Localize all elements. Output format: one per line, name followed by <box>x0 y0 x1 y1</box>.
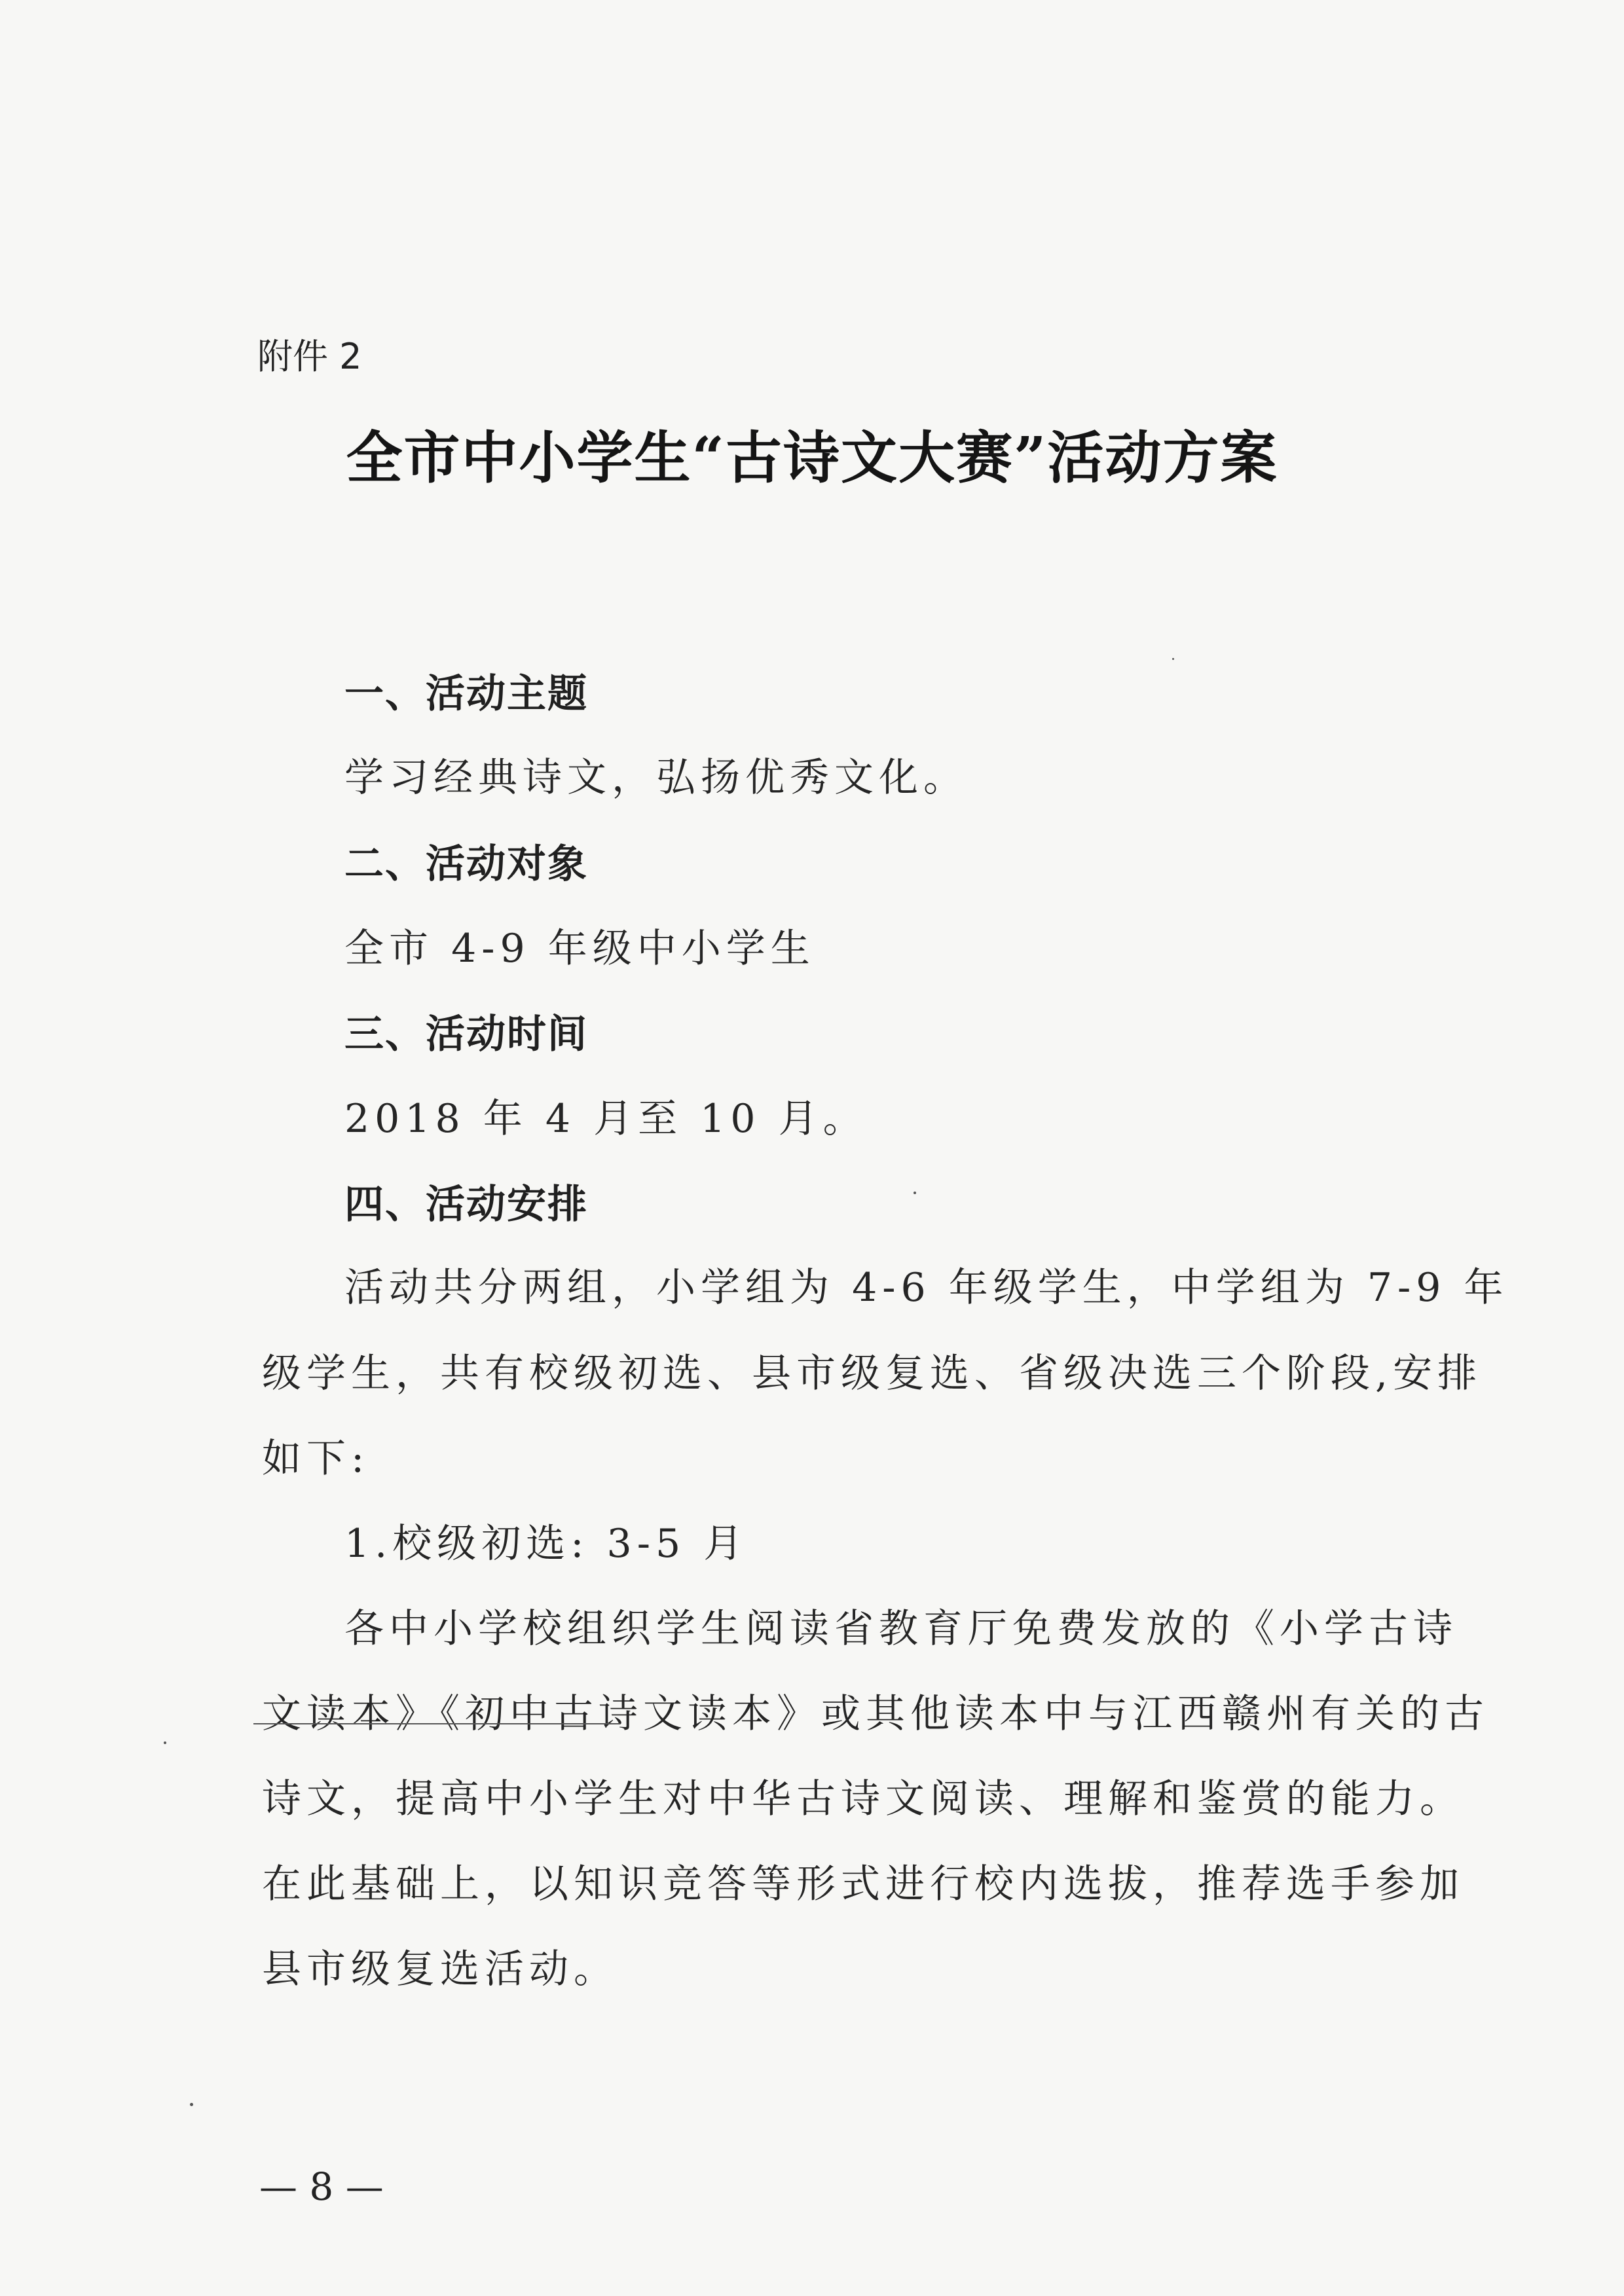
arrangement-paragraph-line: 活动共分两组，小学组为 4-6 年级学生，中学组为 7-9 年 <box>344 1265 1509 1311</box>
scan-speck <box>1172 658 1174 660</box>
arrangement-paragraph-line: 如下: <box>262 1436 370 1482</box>
scan-speck <box>913 1192 916 1194</box>
page-number: — 8 — <box>259 2164 384 2209</box>
stage-1-paragraph-line: 各中小学校组织学生阅读省教育厅免费发放的《小学古诗 <box>344 1606 1458 1652</box>
stage-1-paragraph-line: 在此基础上，以知识竞答等形式进行校内选拔，推荐选手参加 <box>262 1861 1464 1907</box>
section-heading-arrangement: 四、活动安排 <box>344 1182 588 1228</box>
attachment-label: 附件 2 <box>257 336 362 377</box>
scan-speck <box>164 1741 166 1744</box>
section-text-participants: 全市 4-9 年级中小学生 <box>344 926 815 972</box>
stage-1-paragraph-line: 文读本》《初中古诗文读本》或其他读本中与江西赣州有关的古 <box>262 1691 1489 1737</box>
stage-1-paragraph-line: 诗文，提高中小学生对中华古诗文阅读、理解和鉴赏的能力。 <box>262 1776 1464 1822</box>
section-text-theme: 学习经典诗文，弘扬优秀文化。 <box>344 755 968 801</box>
section-heading-participants: 二、活动对象 <box>344 841 588 887</box>
section-heading-theme: 一、活动主题 <box>344 671 588 717</box>
scan-speck <box>190 2103 193 2106</box>
section-text-time: 2018 年 4 月至 10 月。 <box>344 1096 868 1142</box>
arrangement-paragraph-line: 级学生，共有校级初选、县市级复选、省级决选三个阶段,安排 <box>262 1351 1483 1396</box>
section-heading-time: 三、活动时间 <box>344 1011 588 1057</box>
stage-1-paragraph-line: 县市级复选活动。 <box>262 1946 618 1992</box>
document-title: 全市中小学生“古诗文大赛”活动方案 <box>346 425 1278 491</box>
stage-1-heading: 1.校级初选: 3-5 月 <box>344 1521 748 1567</box>
scan-rule-line <box>253 1723 620 1724</box>
